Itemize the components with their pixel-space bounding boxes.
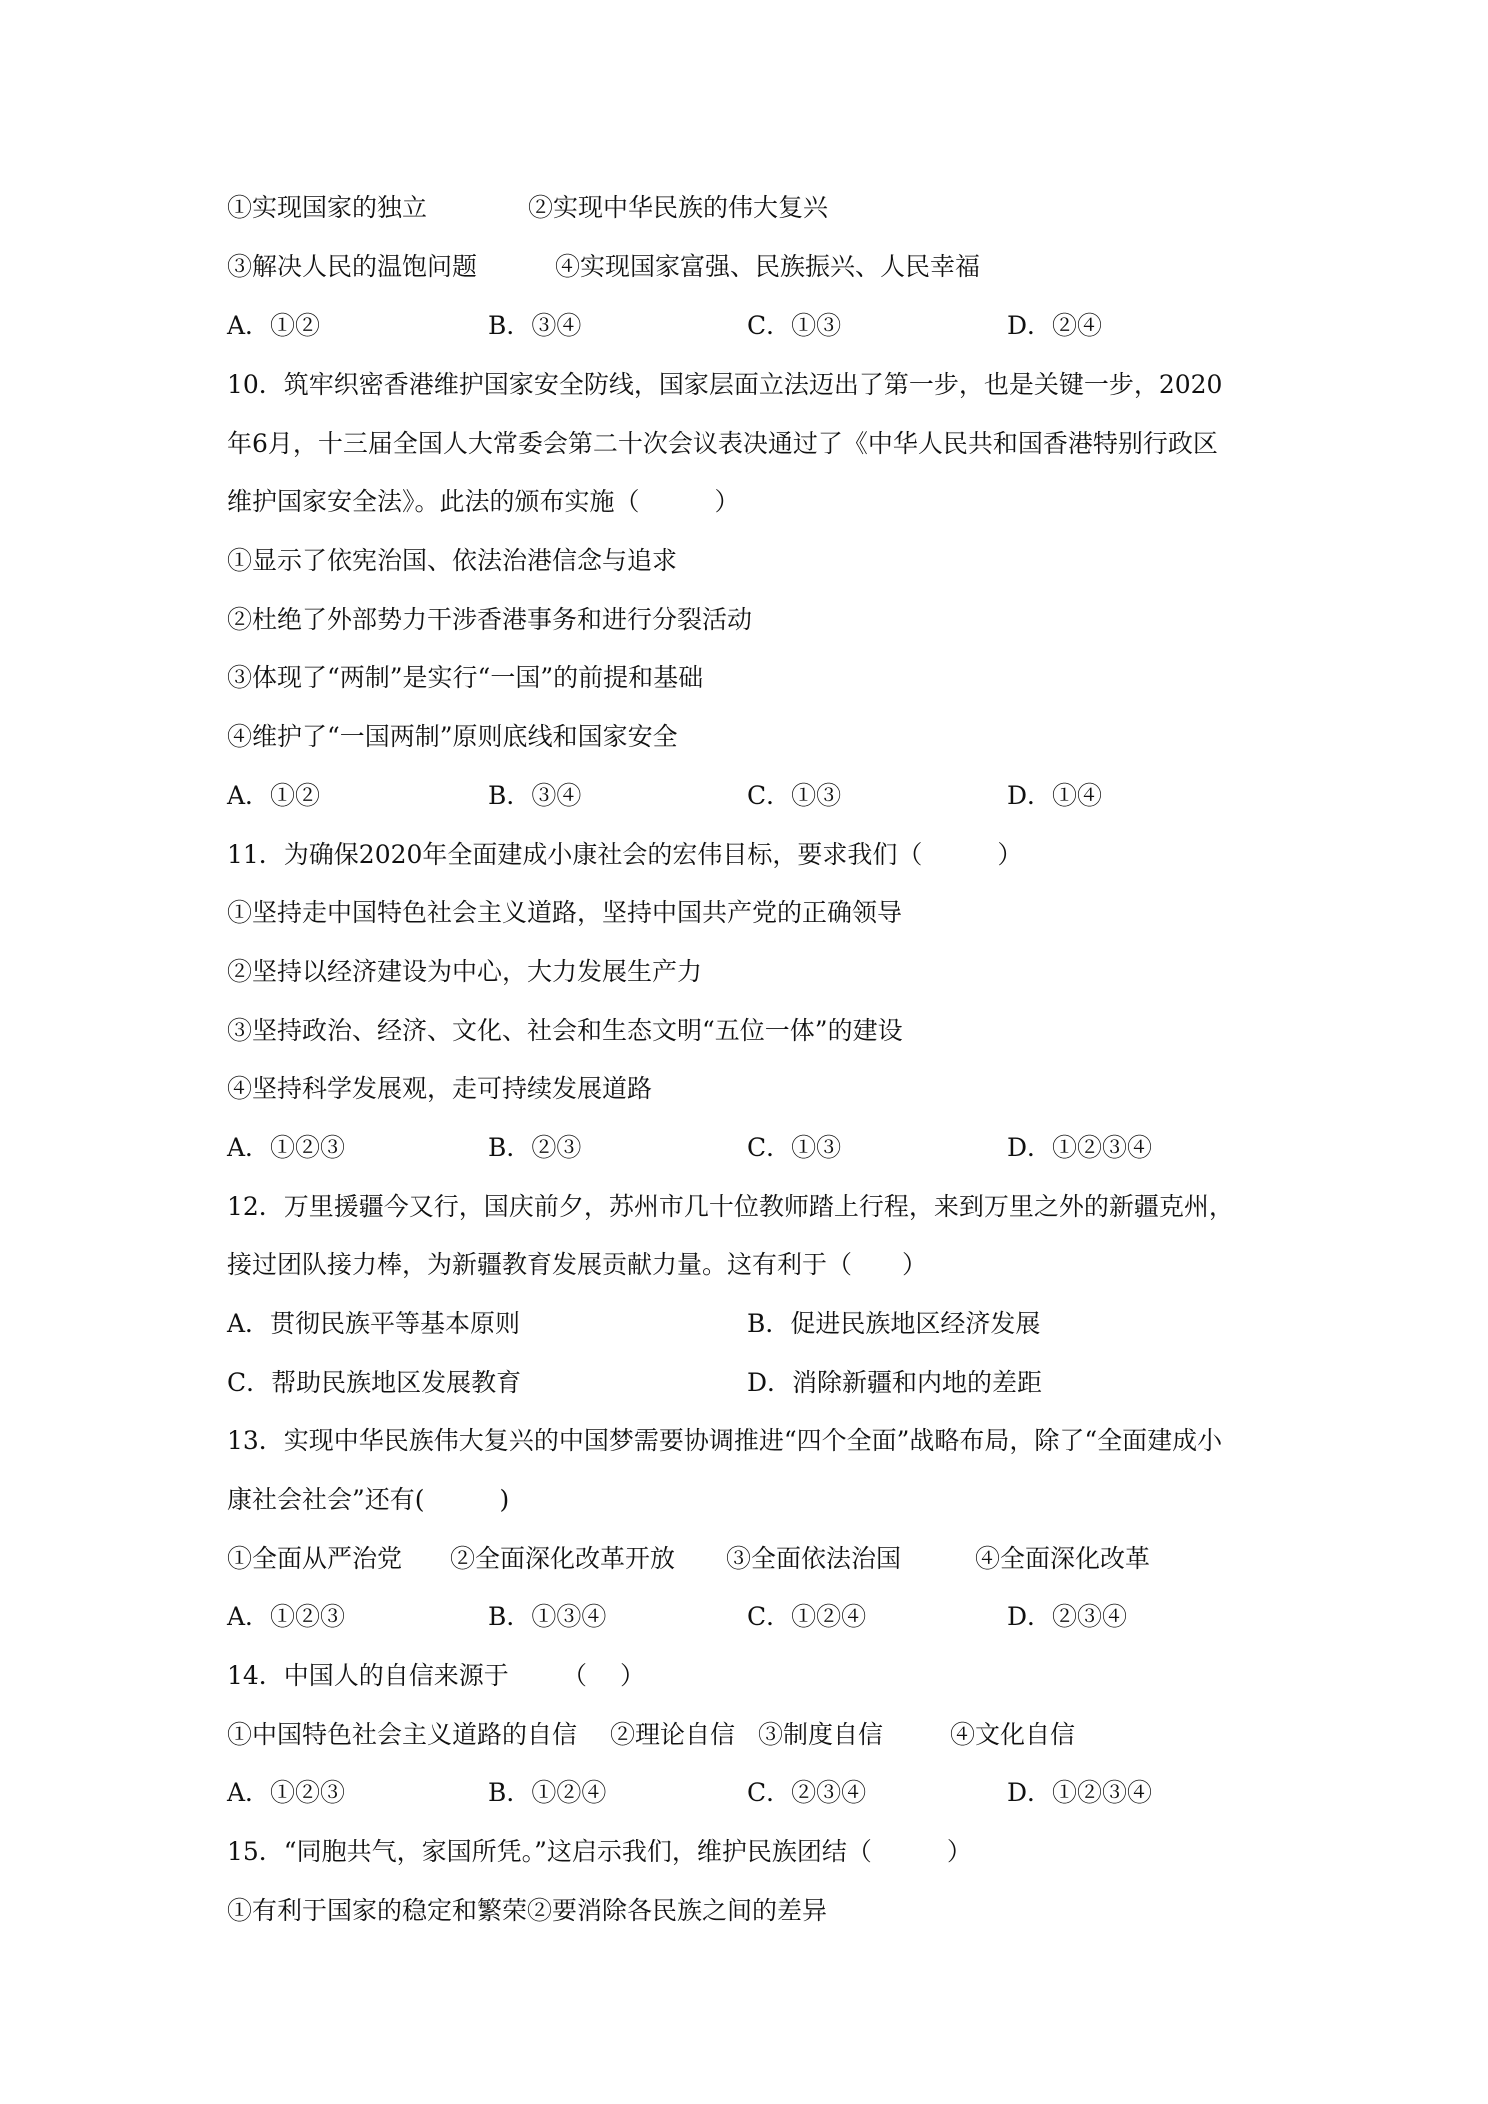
q11-option-d: D．①②③④ <box>1007 1133 1153 1162</box>
q10-option-c: C．①③ <box>747 781 842 810</box>
q10-item-3: ③体现了“两制”是实行“一国”的前提和基础 <box>227 663 704 692</box>
q13-option-a: A．①②③ <box>227 1602 346 1631</box>
q12-stem-line-2: 接过团队接力棒，为新疆教育发展贡献力量。这有利于（ ） <box>227 1250 928 1279</box>
q15-item-1: ①有利于国家的稳定和繁荣②要消除各民族之间的差异 <box>227 1896 828 1925</box>
q14-item-1: ①中国特色社会主义道路的自信 <box>227 1720 578 1749</box>
q13-item-2: ②全面深化改革开放 <box>450 1544 676 1573</box>
q11-item-2: ②坚持以经济建设为中心，大力发展生产力 <box>227 957 703 986</box>
q14-option-a: A．①②③ <box>227 1778 346 1807</box>
q12-option-a: A．贯彻民族平等基本原则 <box>227 1309 521 1338</box>
q13-item-3: ③全面依法治国 <box>726 1544 902 1573</box>
q10-option-b: B．③④ <box>488 781 582 810</box>
q10-option-d: D．①④ <box>1007 781 1103 810</box>
q11-option-b: B．②③ <box>488 1133 582 1162</box>
q13-item-1: ①全面从严治党 <box>227 1544 403 1573</box>
q12-option-c: C．帮助民族地区发展教育 <box>227 1368 522 1397</box>
q14-stem: 14．中国人的自信来源于 <box>227 1661 509 1690</box>
q11-option-a: A．①②③ <box>227 1133 346 1162</box>
q11-item-4: ④坚持科学发展观，走可持续发展道路 <box>227 1074 653 1103</box>
q9-item-3: ③解决人民的温饱问题 <box>227 252 478 281</box>
q10-stem-line-2: 年6月，十三届全国人大常委会第二十次会议表决通过了《中华人民共和国香港特别行政区 <box>227 429 1218 458</box>
q10-item-1: ①显示了依宪治国、依法治港信念与追求 <box>227 546 678 575</box>
q9-option-a: A．①② <box>227 311 321 340</box>
q12-stem-line-1: 12．万里援疆今又行，国庆前夕，苏州市几十位教师踏上行程，来到万里之外的新疆克州， <box>227 1192 1234 1221</box>
q11-stem: 11．为确保2020年全面建成小康社会的宏伟目标，要求我们（ ） <box>227 840 1023 869</box>
q12-option-b: B．促进民族地区经济发展 <box>747 1309 1041 1338</box>
q11-option-c: C．①③ <box>747 1133 842 1162</box>
q11-item-3: ③坚持政治、经济、文化、社会和生态文明“五位一体”的建设 <box>227 1016 903 1045</box>
q12-option-d: D．消除新疆和内地的差距 <box>747 1368 1043 1397</box>
q9-item-1: ①实现国家的独立 <box>227 193 428 222</box>
q10-item-4: ④维护了“一国两制”原则底线和国家安全 <box>227 722 678 751</box>
q14-item-3: ③制度自信 <box>758 1720 884 1749</box>
q13-option-c: C．①②④ <box>747 1602 867 1631</box>
q10-option-a: A．①② <box>227 781 321 810</box>
q13-stem-line-1: 13．实现中华民族伟大复兴的中国梦需要协调推进“四个全面”战略布局，除了“全面建成小 <box>227 1426 1223 1455</box>
q10-stem-line-3: 维护国家安全法》。此法的颁布实施（ ） <box>227 487 740 516</box>
q14-option-c: C．②③④ <box>747 1778 867 1807</box>
q10-item-2: ②杜绝了外部势力干涉香港事务和进行分裂活动 <box>227 605 753 634</box>
q10-stem-line-1: 10．筑牢织密香港维护国家安全防线，国家层面立法迈出了第一步，也是关键一步，2020 <box>227 370 1223 399</box>
q9-option-b: B．③④ <box>488 311 582 340</box>
q9-item-4: ④实现国家富强、民族振兴、人民幸福 <box>555 252 981 281</box>
q9-option-d: D．②④ <box>1007 311 1103 340</box>
q14-item-2: ②理论自信 <box>610 1720 736 1749</box>
q13-item-4: ④全面深化改革 <box>975 1544 1151 1573</box>
q13-option-b: B．①③④ <box>488 1602 607 1631</box>
q9-item-2: ②实现中华民族的伟大复兴 <box>528 193 829 222</box>
q14-option-b: B．①②④ <box>488 1778 607 1807</box>
q11-item-1: ①坚持走中国特色社会主义道路，坚持中国共产党的正确领导 <box>227 898 903 927</box>
q14-answer-paren: （ ） <box>562 1661 645 1690</box>
q15-stem: 15．“同胞共气，家国所凭。”这启示我们，维护民族团结（ ） <box>227 1837 972 1866</box>
q13-stem-line-2: 康社会社会”还有( ) <box>227 1485 510 1514</box>
q9-option-c: C．①③ <box>747 311 842 340</box>
q14-item-4: ④文化自信 <box>950 1720 1076 1749</box>
q14-option-d: D．①②③④ <box>1007 1778 1153 1807</box>
q13-option-d: D．②③④ <box>1007 1602 1128 1631</box>
